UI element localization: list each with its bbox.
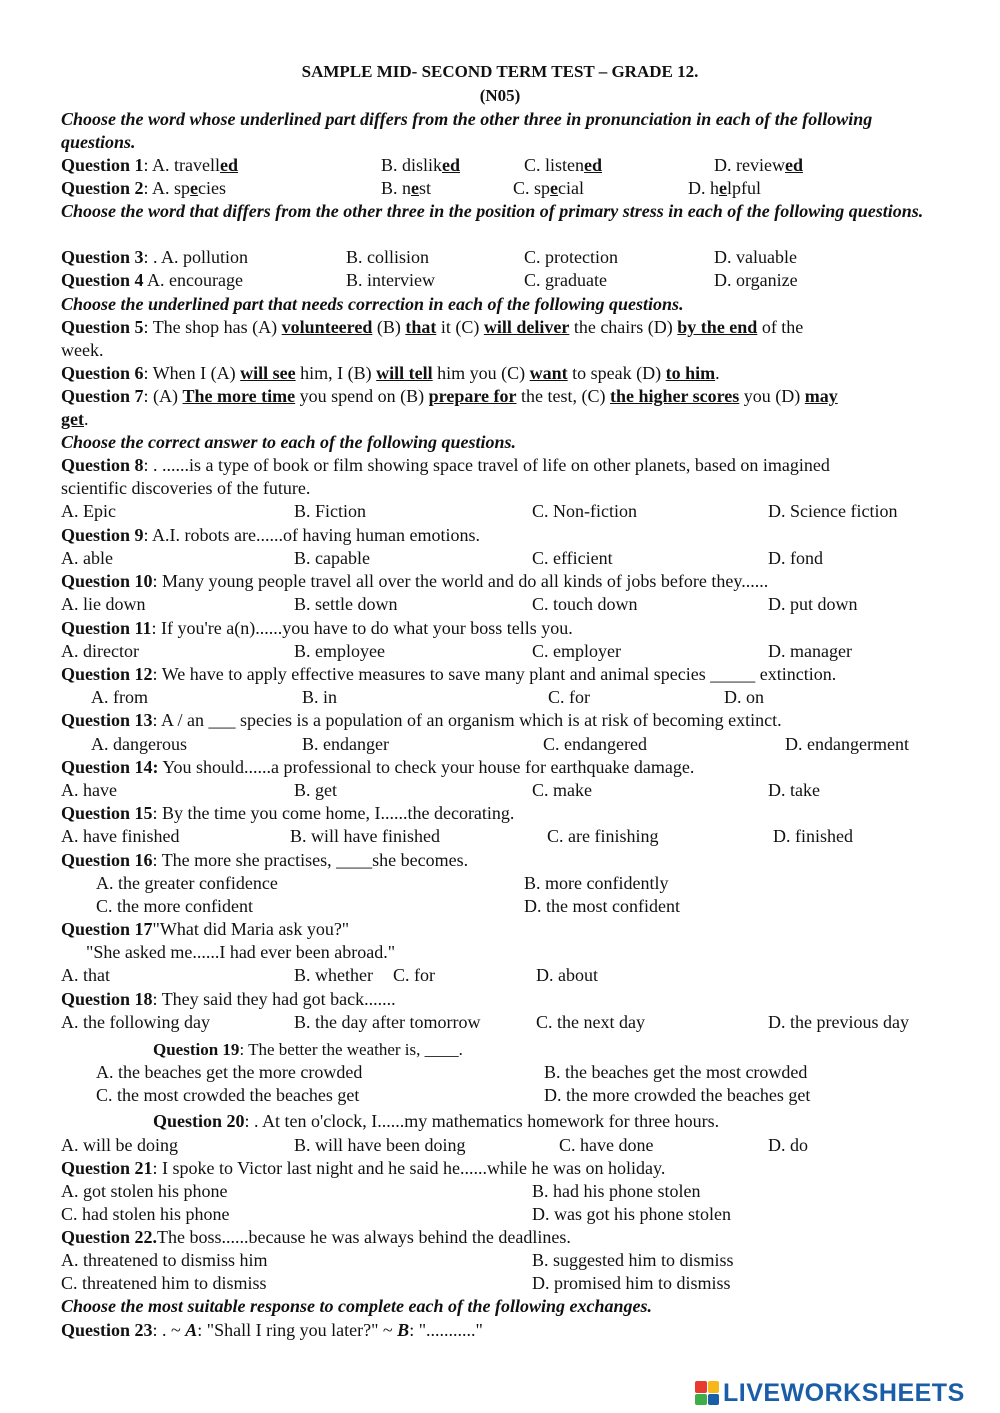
question-5: Question 5: The shop has (A) volunteered (B) that it (C) will deliver the chairs (D) by the end of the [61,317,804,337]
question-1: Question 1: A. travelled [61,155,239,175]
q8-option-d[interactable]: D. Science fiction [768,501,898,521]
q9-option-c[interactable]: C. efficient [532,548,613,568]
instruction-error: Choose the underlined part that needs correction in each of the following questions. [61,294,684,314]
q3-option-b[interactable]: B. collision [346,247,430,267]
q22-option-b[interactable]: B. suggested him to dismiss [532,1250,734,1270]
q20-option-b[interactable]: B. will have been doing [294,1135,466,1155]
q9-option-b[interactable]: B. capable [294,548,370,568]
question-12: Question 12: We have to apply effective measures to save many plant and animal species _____ extinction. [61,664,837,684]
question-22: Question 22.The boss......because he was always behind the deadlines. [61,1227,571,1247]
q10-option-c[interactable]: C. touch down [532,594,638,614]
q2-option-b[interactable]: B. nest [381,178,432,198]
q12-option-c[interactable]: C. for [548,687,590,707]
logo-text: LIVEWORKSHEETS [723,1378,965,1407]
q8-option-c[interactable]: C. Non-fiction [532,501,637,521]
question-16: Question 16: The more she practises, ____she becomes. [61,850,469,870]
instruction-pronunciation: Choose the word whose underlined part differs from the other three in pronunciation in each of the following questions. [61,109,873,152]
q20-option-c[interactable]: C. have done [559,1135,654,1155]
question-17-continued: "She asked me......I had ever been abroad." [86,942,396,962]
q17-option-d[interactable]: D. about [536,965,598,985]
q2-option-c[interactable]: C. special [513,178,584,198]
question-3: Question 3: . A. pollution [61,247,249,267]
question-5-continued: week. [61,340,104,360]
q2-option-d[interactable]: D. helpful [688,178,761,198]
q1-option-c[interactable]: C. listened [524,155,603,175]
q1-option-b[interactable]: B. disliked [381,155,461,175]
q17-option-a[interactable]: A. that [61,965,110,985]
q15-option-a[interactable]: A. have finished [61,826,180,846]
q13-option-c[interactable]: C. endangered [543,734,647,754]
q15-option-c[interactable]: C. are finishing [547,826,659,846]
q16-option-b[interactable]: B. more confidently [524,873,669,893]
question-21: Question 21: I spoke to Victor last night and he said he......while he was on holiday. [61,1158,666,1178]
q19-option-d[interactable]: D. the more crowded the beaches get [544,1085,811,1105]
instruction-stress: Choose the word that differs from the other three in the position of primary stress in each of the following questions. [61,201,924,221]
question-13: Question 13: A / an ___ species is a population of an organism which is at risk of becoming extinct. [61,710,782,730]
question-14: Question 14: You should......a professional to check your house for earthquake damage. [61,757,695,777]
q20-option-a[interactable]: A. will be doing [61,1135,178,1155]
q11-option-d[interactable]: D. manager [768,641,852,661]
q8-option-a[interactable]: A. Epic [61,501,116,521]
q10-option-b[interactable]: B. settle down [294,594,398,614]
q1-option-d[interactable]: D. reviewed [714,155,803,175]
q16-option-a[interactable]: A. the greater confidence [96,873,278,893]
q12-option-d[interactable]: D. on [724,687,764,707]
q18-option-b[interactable]: B. the day after tomorrow [294,1012,481,1032]
question-9: Question 9: A.I. robots are......of having human emotions. [61,525,480,545]
q4-option-d[interactable]: D. organize [714,270,798,290]
q11-option-c[interactable]: C. employer [532,641,621,661]
question-18: Question 18: They said they had got back....... [61,989,396,1009]
q17-option-b[interactable]: B. whether [294,965,373,985]
q16-option-d[interactable]: D. the most confident [524,896,680,916]
q19-option-c[interactable]: C. the most crowded the beaches get [96,1085,360,1105]
q15-option-b[interactable]: B. will have finished [290,826,440,846]
q18-option-c[interactable]: C. the next day [536,1012,645,1032]
question-7: Question 7: (A) The more time you spend on (B) prepare for the test, (C) the higher scores you (D) may [61,386,838,406]
q12-option-a[interactable]: A. from [91,687,148,707]
question-7-continued: get. [61,409,89,429]
instruction-mcq: Choose the correct answer to each of the following questions. [61,432,517,452]
q17-option-c[interactable]: C. for [393,965,435,985]
q21-option-c[interactable]: C. had stolen his phone [61,1204,230,1224]
q21-option-a[interactable]: A. got stolen his phone [61,1181,228,1201]
q21-option-d[interactable]: D. was got his phone stolen [532,1204,731,1224]
liveworksheets-logo [695,1380,965,1406]
q9-option-a[interactable]: A. able [61,548,113,568]
q19-option-a[interactable]: A. the beaches get the more crowded [96,1062,363,1082]
liveworksheets-logo-icon [695,1381,719,1405]
question-8: Question 8: . ......is a type of book or film showing space travel of life on other planets, based on imagined [61,455,830,475]
q14-option-a[interactable]: A. have [61,780,117,800]
q13-option-b[interactable]: B. endanger [302,734,389,754]
q9-option-d[interactable]: D. fond [768,548,823,568]
q4-option-c[interactable]: C. graduate [524,270,607,290]
q11-option-b[interactable]: B. employee [294,641,385,661]
q10-option-d[interactable]: D. put down [768,594,858,614]
question-15: Question 15: By the time you come home, I......the decorating. [61,803,515,823]
q19-option-b[interactable]: B. the beaches get the most crowded [544,1062,808,1082]
question-4: Question 4 A. encourage [61,270,243,290]
q20-option-d[interactable]: D. do [768,1135,808,1155]
q10-option-a[interactable]: A. lie down [61,594,146,614]
q12-option-b[interactable]: B. in [302,687,338,707]
page-title: SAMPLE MID- SECOND TERM TEST – GRADE 12. [301,62,699,81]
question-23: Question 23: . ~ A: "Shall I ring you later?" ~ B: "..........." [61,1320,483,1340]
q22-option-d[interactable]: D. promised him to dismiss [532,1273,731,1293]
q13-option-a[interactable]: A. dangerous [91,734,187,754]
q3-option-d[interactable]: D. valuable [714,247,797,267]
test-code: (N05) [479,86,521,105]
q14-option-c[interactable]: C. make [532,780,592,800]
question-19: Question 19: The better the weather is, ____. [153,1040,463,1059]
question-11: Question 11: If you're a(n)......you have to do what your boss tells you. [61,618,573,638]
q14-option-d[interactable]: D. take [768,780,820,800]
question-17: Question 17"What did Maria ask you?" [61,919,350,939]
instruction-response: Choose the most suitable response to complete each of the following exchanges. [61,1296,652,1316]
q22-option-c[interactable]: C. threatened him to dismiss [61,1273,267,1293]
q8-option-b[interactable]: B. Fiction [294,501,367,521]
q14-option-b[interactable]: B. get [294,780,337,800]
q4-option-b[interactable]: B. interview [346,270,435,290]
question-6: Question 6: When I (A) will see him, I (B) will tell him you (C) want to speak (D) to him. [61,363,720,383]
question-10: Question 10: Many young people travel all over the world and do all kinds of jobs before they...... [61,571,769,591]
q11-option-a[interactable]: A. director [61,641,139,661]
q18-option-a[interactable]: A. the following day [61,1012,210,1032]
question-2: Question 2: A. species [61,178,227,198]
question-8-continued: scientific discoveries of the future. [61,478,311,498]
q16-option-c[interactable]: C. the more confident [96,896,253,916]
q21-option-b[interactable]: B. had his phone stolen [532,1181,701,1201]
question-20: Question 20: . At ten o'clock, I......my mathematics homework for three hours. [153,1111,720,1131]
q3-option-c[interactable]: C. protection [524,247,618,267]
q18-option-d[interactable]: D. the previous day [768,1012,909,1032]
q22-option-a[interactable]: A. threatened to dismiss him [61,1250,268,1270]
q15-option-d[interactable]: D. finished [773,826,853,846]
q13-option-d[interactable]: D. endangerment [785,734,909,754]
